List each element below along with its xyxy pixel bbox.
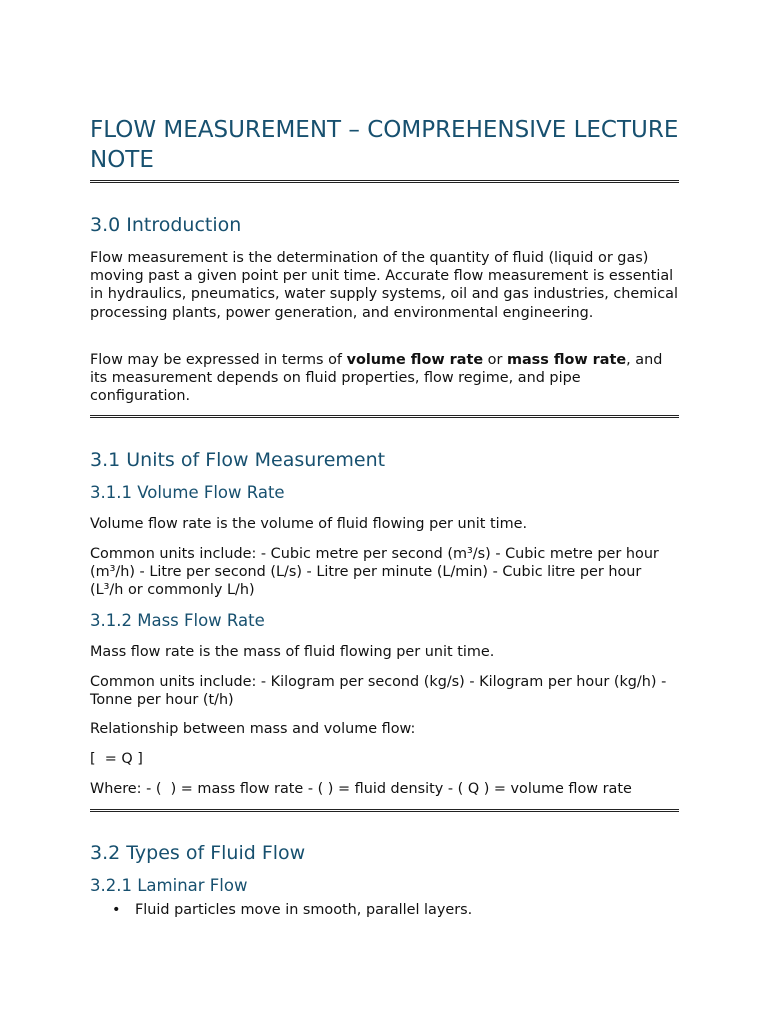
relationship-label: Relationship between mass and volume flow: [90, 721, 416, 737]
laminar-bullet-1: Fluid particles move in smooth, parallel layers. [135, 902, 473, 918]
subsection-heading-laminar-flow: 3.2.1 Laminar Flow [90, 876, 248, 895]
section-heading-units: 3.1 Units of Flow Measurement [90, 449, 386, 471]
intro-paragraph-1: Flow measurement is the determination of the quantity of fluid (liquid or gas) moving past a given point per unit time. Accurate flow measurement is essential in hydraulics, pneumatics, water supply systems, oil and gas industries, chemical processing plants, power generation, and environmental engineering. [90, 250, 678, 321]
volume-flow-rate-bold: volume flow rate [346, 352, 484, 368]
section-divider-2 [90, 809, 679, 812]
title-divider [90, 180, 679, 183]
section-divider-1 [90, 415, 679, 418]
document-title: FLOW MEASUREMENT – COMPREHENSIVE LECTURE NOTE [90, 117, 679, 173]
subsection-heading-volume-flow-rate: 3.1.1 Volume Flow Rate [90, 483, 285, 502]
variable-definitions: Where: - ( ) = mass flow rate - ( ) = fluid density - ( Q ) = volume flow rate [90, 781, 632, 797]
intro-para2-text-c: , and its measurement depends on fluid properties, flow regime, and pipe configuration. [90, 352, 663, 405]
mass-flow-common-units: Common units include: - Kilogram per second (kg/s) - Kilogram per hour (kg/h) - Tonne per hour (t/h) [90, 674, 667, 709]
intro-para2-text-b: or [483, 352, 507, 368]
mass-flow-rate-bold: mass flow rate [506, 352, 627, 368]
bullet-marker: • [112, 902, 121, 918]
intro-para2-text-a: Flow may be expressed in terms of [90, 352, 347, 368]
volume-flow-definition: Volume flow rate is the volume of fluid flowing per unit time. [90, 516, 528, 532]
relationship-equation: [ = Q ] [90, 751, 143, 767]
subsection-heading-mass-flow-rate: 3.1.2 Mass Flow Rate [90, 611, 265, 630]
mass-flow-definition: Mass flow rate is the mass of fluid flowing per unit time. [90, 644, 495, 660]
section-heading-introduction: 3.0 Introduction [90, 214, 242, 236]
volume-flow-common-units: Common units include: - Cubic metre per second (m³/s) - Cubic metre per hour (m³/h) - Litre per second (L/s) - Litre per minute (L/min) - Cubic litre per hour (L³/h or commonly L/h) [90, 546, 659, 599]
intro-paragraph-2 [90, 351, 679, 406]
section-heading-types-of-flow: 3.2 Types of Fluid Flow [90, 842, 306, 864]
